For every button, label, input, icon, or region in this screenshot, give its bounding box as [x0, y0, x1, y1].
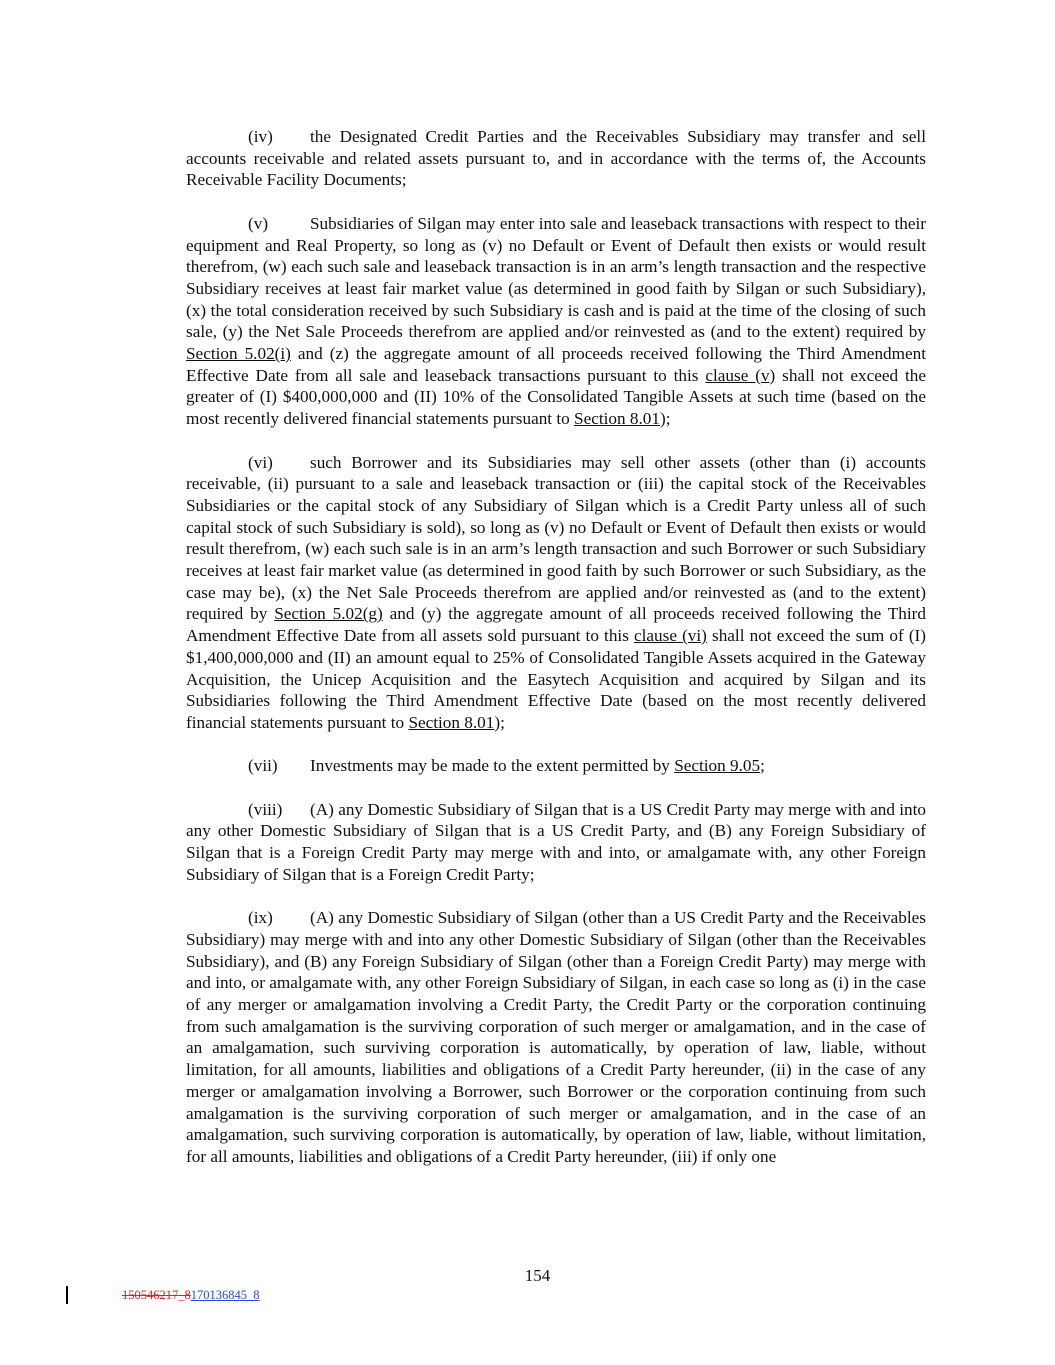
paragraph [186, 213, 926, 430]
paragraph-text: and (z) the aggregate amount of all proceeds received following the Third Amendment Effective Date from all sale and leaseback transactions pursuant to this [186, 344, 926, 385]
document-id-inserted: 170136845_8 [190, 1288, 260, 1302]
paragraph-text: Investments may be made to the extent permitted by [310, 756, 675, 776]
paragraph-text: such Borrower and its Subsidiaries may sell other assets (other than (i) accounts receivable, (ii) pursuant to a sale and leaseback transaction or (iii) the capital stock of the Receivables Subsidiaries or the capital stock of any Subsidiary of Silgan which is a Credit Party unless all of such capital stock of such Subsidiary is sold), so long as (v) no Default or Event of Default then exists or would result therefrom, (w) each such sale is in an arm’s length transaction and such Borrower or such Subsidiary receives at least fair market value (as determined in good faith by such Borrower or such Subsidiary, as the case may be), (x) the Net Sale Proceeds therefrom are applied and/or reinvested as (and to the extent) required by [186, 452, 926, 624]
clause-number: (ix) [248, 908, 273, 928]
paragraph-text: ; [760, 756, 765, 776]
section-reference: Section 9.05 [674, 756, 761, 776]
paragraph-text: and (y) the aggregate amount of all proceeds received following the Third Amendment Effective Date from all assets sold pursuant to this [186, 604, 926, 646]
section-reference: Section 8.01 [574, 409, 660, 429]
paragraph [186, 452, 926, 734]
paragraph-text: shall not exceed the sum of (I) $1,400,000,000 and (II) an amount equal to 25% of Consolidated Tangible Assets acquired in the Gateway Acquisition, the Unicep Acquisition and the Easytech Acquisition and acquired by Silgan and its Subsidiaries following the Third Amendment Effective Date (based on the most recently delivered financial statements pursuant to [186, 626, 927, 732]
section-reference: clause (vi) [634, 626, 707, 646]
section-reference: Section 8.01 [408, 712, 495, 732]
paragraph [186, 126, 926, 191]
paragraph-text: (A) any Domestic Subsidiary of Silgan (other than a US Credit Party and the Receivables Subsidiary) may merge with and into any other Domestic Subsidiary of Silgan (other than the Receivables Subsidiary), and (B) any Foreign Subsidiary of Silgan (other than a Foreign Credit Party) may merge with and into, or amalgamate with, any other Foreign Subsidiary of Silgan, in each case so long as (i) in the case of any merger or amalgamation involving a Credit Party, the Credit Party or the corporation continuing from such amalgamation is the surviving corporation of such merger or amalgamation, and in the case of an amalgamation, such surviving corporation is automatically, by operation of law, liable, without limitation, for all amounts, liabilities and obligations of a Credit Party hereunder, (ii) in the case of any merger or amalgamation involving a Borrower, such Borrower or the corporation continuing from such amalgamation is the surviving corporation of such merger or amalgamation, and in the case of an amalgamation, such surviving corporation is automatically, by operation of law, liable, without limitation, for all amounts, liabilities and obligations of a Credit Party hereunder, (iii) if only one [186, 908, 926, 1166]
paragraph [186, 799, 926, 886]
clause-number: (v) [248, 213, 269, 233]
paragraph [186, 755, 926, 777]
page-number: 154 [524, 1266, 551, 1285]
paragraph-text: the Designated Credit Parties and the Receivables Subsidiary may transfer and sell accounts receivable and related assets pursuant to, and in accordance with the terms of, the Accounts Receivable Facility Documents; [186, 127, 926, 190]
document-body [186, 126, 926, 1189]
change-bar [66, 1286, 68, 1304]
section-reference: Section 5.02(i) [186, 344, 291, 364]
paragraph [186, 907, 926, 1167]
section-reference: Section 5.02(g) [274, 604, 383, 624]
paragraph-text: ); [659, 409, 671, 429]
section-reference: clause (v) [705, 365, 776, 385]
paragraph-text: Subsidiaries of Silgan may enter into sale and leaseback transactions with respect to their equipment and Real Property, so long as (v) no Default or Event of Default then exists or would result therefrom, (w) each such sale and leaseback transaction is in an arm’s length transaction and the respective Subsidiary receives at least fair market value (as determined in good faith by Silgan or such Subsidiary), (x) the total consideration received by such Subsidiary is cash and is paid at the time of the closing of such sale, (y) the Net Sale Proceeds therefrom are applied and/or reinvested as (and to the extent) required by [186, 213, 926, 342]
paragraph-text: (A) any Domestic Subsidiary of Silgan that is a US Credit Party may merge with and into any other Domestic Subsidiary of Silgan that is a US Credit Party, and (B) any Foreign Subsidiary of Silgan that is a Foreign Credit Party may merge with and into, or amalgamate with, any other Foreign Subsidiary of Silgan that is a Foreign Credit Party; [186, 799, 926, 884]
document-id [122, 1287, 260, 1303]
paragraph-text: ); [494, 712, 505, 732]
clause-number: (iv) [248, 127, 273, 146]
document-id-deleted: 150546217_8 [122, 1288, 191, 1302]
paragraph-text: shall not exceed the greater of (I) $400,000,000 and (II) 10% of the Consolidated Tangible Assets at such time (based on the most recently delivered financial statements pursuant to [186, 365, 926, 429]
clause-number: (vii) [248, 756, 278, 776]
clause-number: (vi) [248, 452, 273, 472]
clause-number: (viii) [248, 799, 283, 819]
